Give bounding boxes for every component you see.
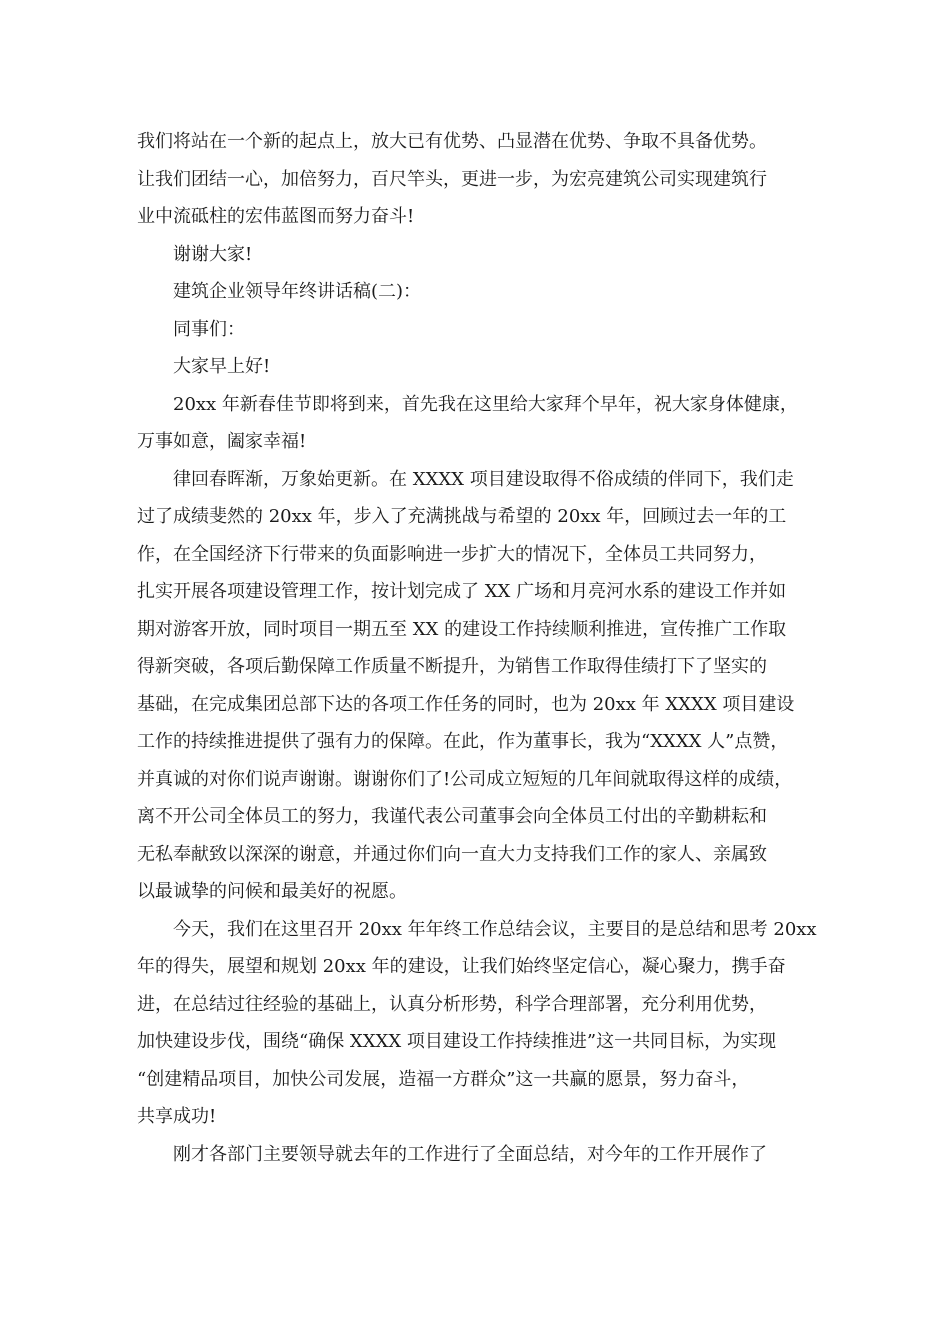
- text-line: 以最诚挚的问候和最美好的祝愿。: [137, 881, 407, 902]
- text-line: 基础，在完成集团总部下达的各项工作任务的同时，也为 20xx 年 XXXX 项目建设: [137, 693, 795, 715]
- text-line: 大家早上好!: [173, 356, 271, 377]
- text-line: 进，在总结过往经验的基础上，认真分析形势，科学合理部署，充分利用优势，: [137, 993, 767, 1015]
- text-line: 刚才各部门主要领导就去年的工作进行了全面总结，对今年的工作开展作了: [173, 1143, 767, 1165]
- text-line: 同事们：: [173, 318, 245, 340]
- text-line: 扎实开展各项建设管理工作，按计划完成了 XX 广场和月亮河水系的建设工作并如: [137, 581, 787, 602]
- text-line: 离不开公司全体员工的努力，我谨代表公司董事会向全体员工付出的辛勤耕耘和: [137, 806, 767, 827]
- text-line: 并真诚的对你们说声谢谢。谢谢你们了!公司成立短短的几年间就取得这样的成绩，: [137, 768, 793, 790]
- text-line: 20xx 年新春佳节即将到来，首先我在这里给大家拜个早年，祝大家身体健康，: [173, 393, 798, 415]
- text-line: 律回春晖渐，万象始更新。在 XXXX 项目建设取得不俗成绩的伴同下，我们走: [173, 468, 794, 490]
- text-line: 作，在全国经济下行带来的负面影响进一步扩大的情况下，全体员工共同努力，: [137, 543, 767, 565]
- text-line: “创建精品项目，加快公司发展，造福一方群众”这一共赢的愿景，努力奋斗，: [137, 1068, 750, 1090]
- text-line: 得新突破，各项后勤保障工作质量不断提升，为销售工作取得佳绩打下了坚实的: [137, 656, 767, 677]
- text-line: 谢谢大家!: [173, 243, 253, 265]
- text-line: 无私奉献致以深深的谢意，并通过你们向一直大力支持我们工作的家人、亲属致: [137, 843, 767, 865]
- text-line: 让我们团结一心，加倍努力，百尺竿头，更进一步，为宏亮建筑公司实现建筑行: [137, 168, 767, 190]
- text-line: 工作的持续推进提供了强有力的保障。在此，作为董事长，我为“XXXX 人”点赞，: [137, 731, 789, 752]
- text-line: 今天，我们在这里召开 20xx 年年终工作总结会议，主要目的是总结和思考 20xx: [173, 918, 817, 940]
- text-line: 共享成功!: [137, 1106, 217, 1127]
- text-line: 加快建设步伐，围绕“确保 XXXX 项目建设工作持续推进”这一共同目标，为实现: [137, 1031, 777, 1052]
- text-line: 业中流砥柱的宏伟蓝图而努力奋斗!: [137, 206, 415, 227]
- text-line: 我们将站在一个新的起点上，放大已有优势、凸显潜在优势、争取不具备优势。: [137, 131, 767, 152]
- document-body: [137, 123, 827, 1173]
- text-line: 期对游客开放，同时项目一期五至 XX 的建设工作持续顺利推进，宣传推广工作取: [137, 618, 787, 640]
- text-line: 万事如意，阖家幸福!: [137, 431, 307, 452]
- text-line: 年的得失，展望和规划 20xx 年的建设，让我们始终坚定信心，凝心聚力，携手奋: [137, 956, 786, 977]
- text-line: 过了成绩斐然的 20xx 年，步入了充满挑战与希望的 20xx 年，回顾过去一年的工: [137, 506, 787, 527]
- text-line: 建筑企业领导年终讲话稿(二)：: [173, 281, 422, 302]
